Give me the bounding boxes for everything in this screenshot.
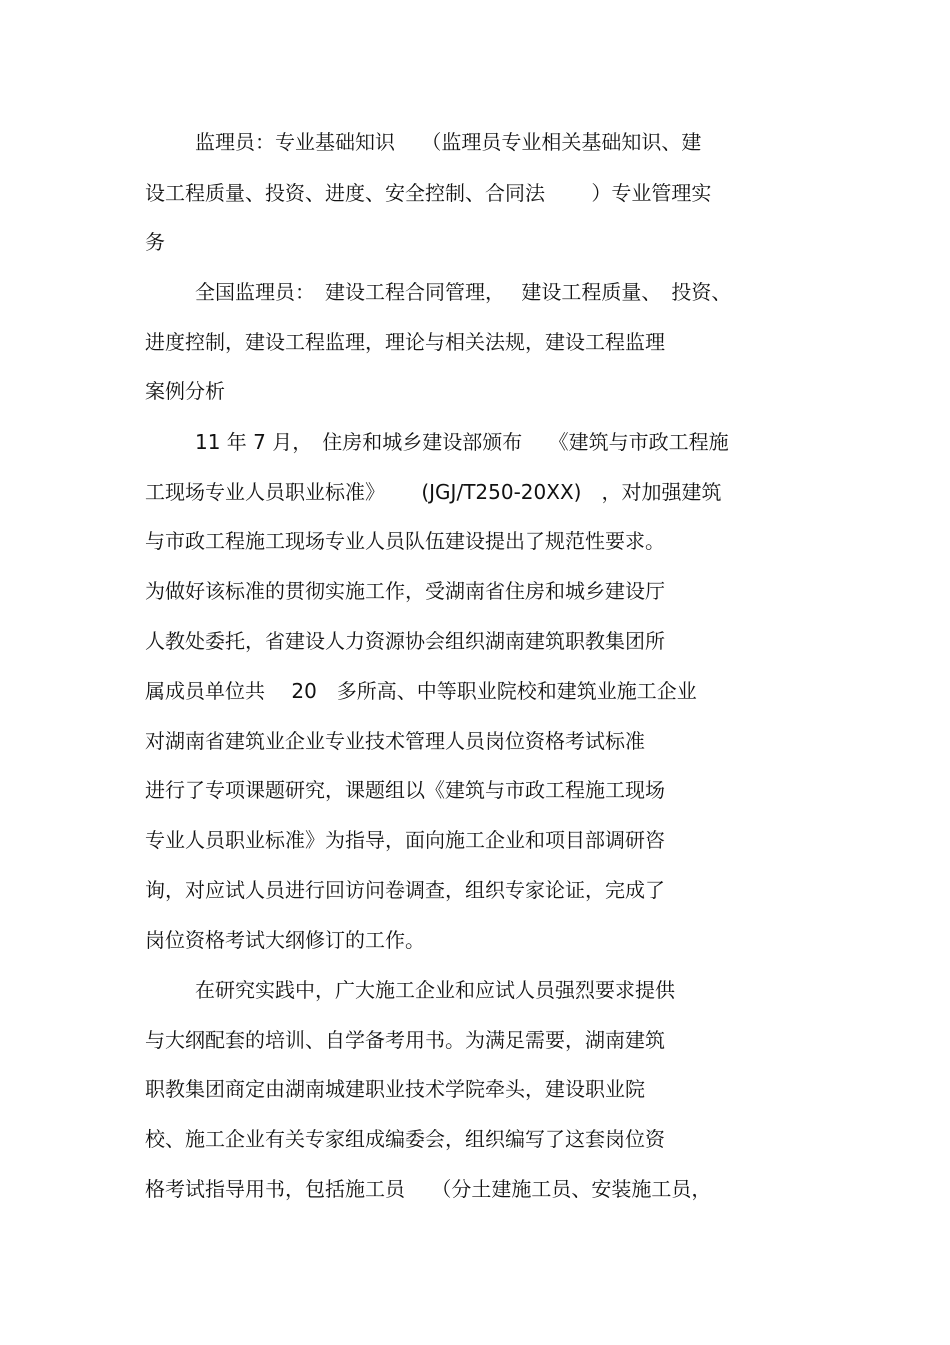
text-line: 11 年 7 月， 住房和城乡建设部颁布 《建筑与市政工程施: [195, 430, 729, 454]
text-line: 人教处委托，省建设人力资源协会组织湖南建筑职教集团所: [145, 629, 665, 653]
text-line: 为做好该标准的贯彻实施工作，受湖南省住房和城乡建设厅: [145, 579, 665, 603]
text-line: 与大纲配套的培训、自学备考用书。为满足需要，湖南建筑: [145, 1028, 665, 1052]
text-line: 进度控制，建设工程监理，理论与相关法规，建设工程监理: [145, 330, 665, 354]
text-line: 询，对应试人员进行回访问卷调查，组织专家论证，完成了: [145, 878, 665, 902]
text-line: 在研究实践中，广大施工企业和应试人员强烈要求提供: [195, 978, 675, 1002]
text-line: 对湖南省建筑业企业专业技术管理人员岗位资格考试标准: [145, 729, 645, 753]
text-line: 全国监理员： 建设工程合同管理， 建设工程质量、 投资、: [195, 280, 732, 304]
text-line: 设工程质量、投资、进度、安全控制、合同法 ）专业管理实: [145, 181, 712, 205]
text-line: 岗位资格考试大纲修订的工作。: [145, 928, 425, 952]
text-line: 工现场专业人员职业标准》 (JGJ/T250-20XX) ，对加强建筑: [145, 480, 722, 504]
text-line: 职教集团商定由湖南城建职业技术学院牵头，建设职业院: [145, 1077, 645, 1101]
text-line: 案例分析: [145, 379, 225, 403]
text-line: 进行了专项课题研究，课题组以《建筑与市政工程施工现场: [145, 778, 665, 802]
text-line: 属成员单位共 20 多所高、中等职业院校和建筑业施工企业: [145, 679, 697, 703]
text-line: 监理员：专业基础知识 （监理员专业相关基础知识、建: [195, 130, 702, 154]
text-line: 格考试指导用书，包括施工员 （分土建施工员、安装施工员，: [145, 1177, 712, 1201]
text-line: 校、施工企业有关专家组成编委会，组织编写了这套岗位资: [145, 1127, 665, 1151]
text-line: 与市政工程施工现场专业人员队伍建设提出了规范性要求。: [145, 529, 665, 553]
text-line: 专业人员职业标准》为指导，面向施工企业和项目部调研咨: [145, 828, 665, 852]
text-line: 务: [145, 230, 165, 254]
